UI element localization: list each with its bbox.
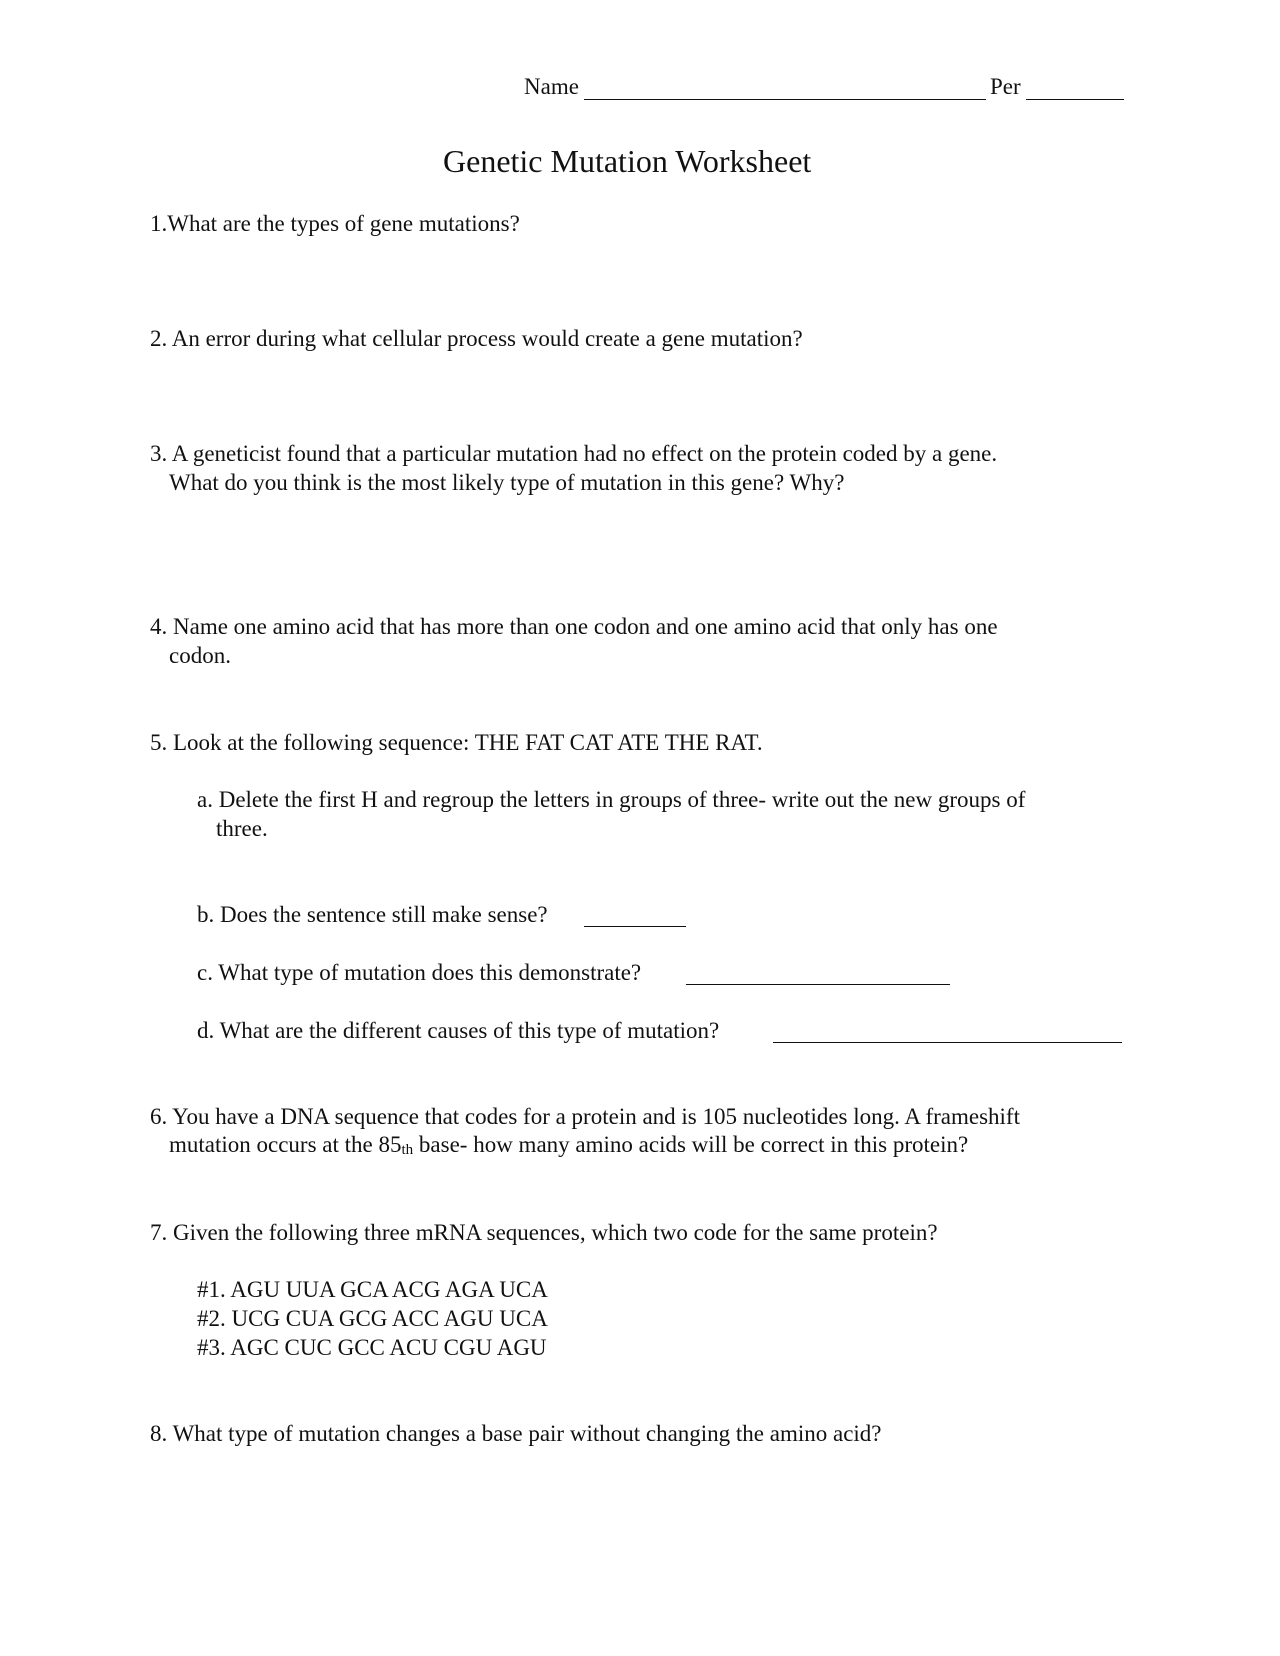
question-5c-blank[interactable] (686, 984, 950, 985)
mrna-sequence-2: #2. UCG CUA GCG ACC AGU UCA (197, 1306, 548, 1331)
question-6-line-2-start: mutation occurs at the 85 (169, 1132, 402, 1157)
mrna-sequence-1: #1. AGU UUA GCA ACG AGA UCA (197, 1277, 548, 1302)
period-blank[interactable] (1026, 99, 1124, 100)
question-5-prompt: 5. Look at the following sequence: THE FAT CAT ATE THE RAT. (150, 730, 763, 755)
question-6-line-2-end: base- how many amino acids will be correct in this protein? (413, 1132, 969, 1157)
worksheet-title: Genetic Mutation Worksheet (443, 143, 812, 179)
question-2: 2. An error during what cellular process would create a gene mutation? (150, 326, 803, 351)
question-5a-line-1: a. Delete the first H and regroup the letters in groups of three- write out the new groups of (197, 787, 1026, 812)
question-4-line-2: codon. (169, 643, 231, 668)
question-1: 1.What are the types of gene mutations? (150, 211, 520, 236)
mrna-sequence-3: #3. AGC CUC GCC ACU CGU AGU (197, 1335, 547, 1360)
question-6-line-1: 6. You have a DNA sequence that codes for a protein and is 105 nucleotides long. A frameshift (150, 1104, 1020, 1129)
question-5a-line-2: three. (216, 816, 268, 841)
question-8: 8. What type of mutation changes a base pair without changing the amino acid? (150, 1421, 882, 1446)
question-5b-blank[interactable] (584, 926, 686, 927)
name-label: Name (524, 74, 579, 99)
question-6-line-2 (169, 1133, 968, 1156)
question-5d: d. What are the different causes of this type of mutation? (197, 1018, 720, 1043)
question-3-line-1: 3. A geneticist found that a particular mutation had no effect on the protein coded by a gene. (150, 441, 998, 466)
name-blank[interactable] (584, 99, 986, 100)
question-5c: c. What type of mutation does this demonstrate? (197, 960, 642, 985)
question-5b: b. Does the sentence still make sense? (197, 902, 548, 927)
question-4-line-1: 4. Name one amino acid that has more than one codon and one amino acid that only has one (150, 614, 998, 639)
ordinal-suffix: th (401, 1142, 414, 1158)
question-7-prompt: 7. Given the following three mRNA sequences, which two code for the same protein? (150, 1220, 938, 1245)
question-3-line-2: What do you think is the most likely type of mutation in this gene? Why? (169, 470, 845, 495)
question-5d-blank[interactable] (773, 1042, 1122, 1043)
period-label: Per (990, 74, 1021, 99)
